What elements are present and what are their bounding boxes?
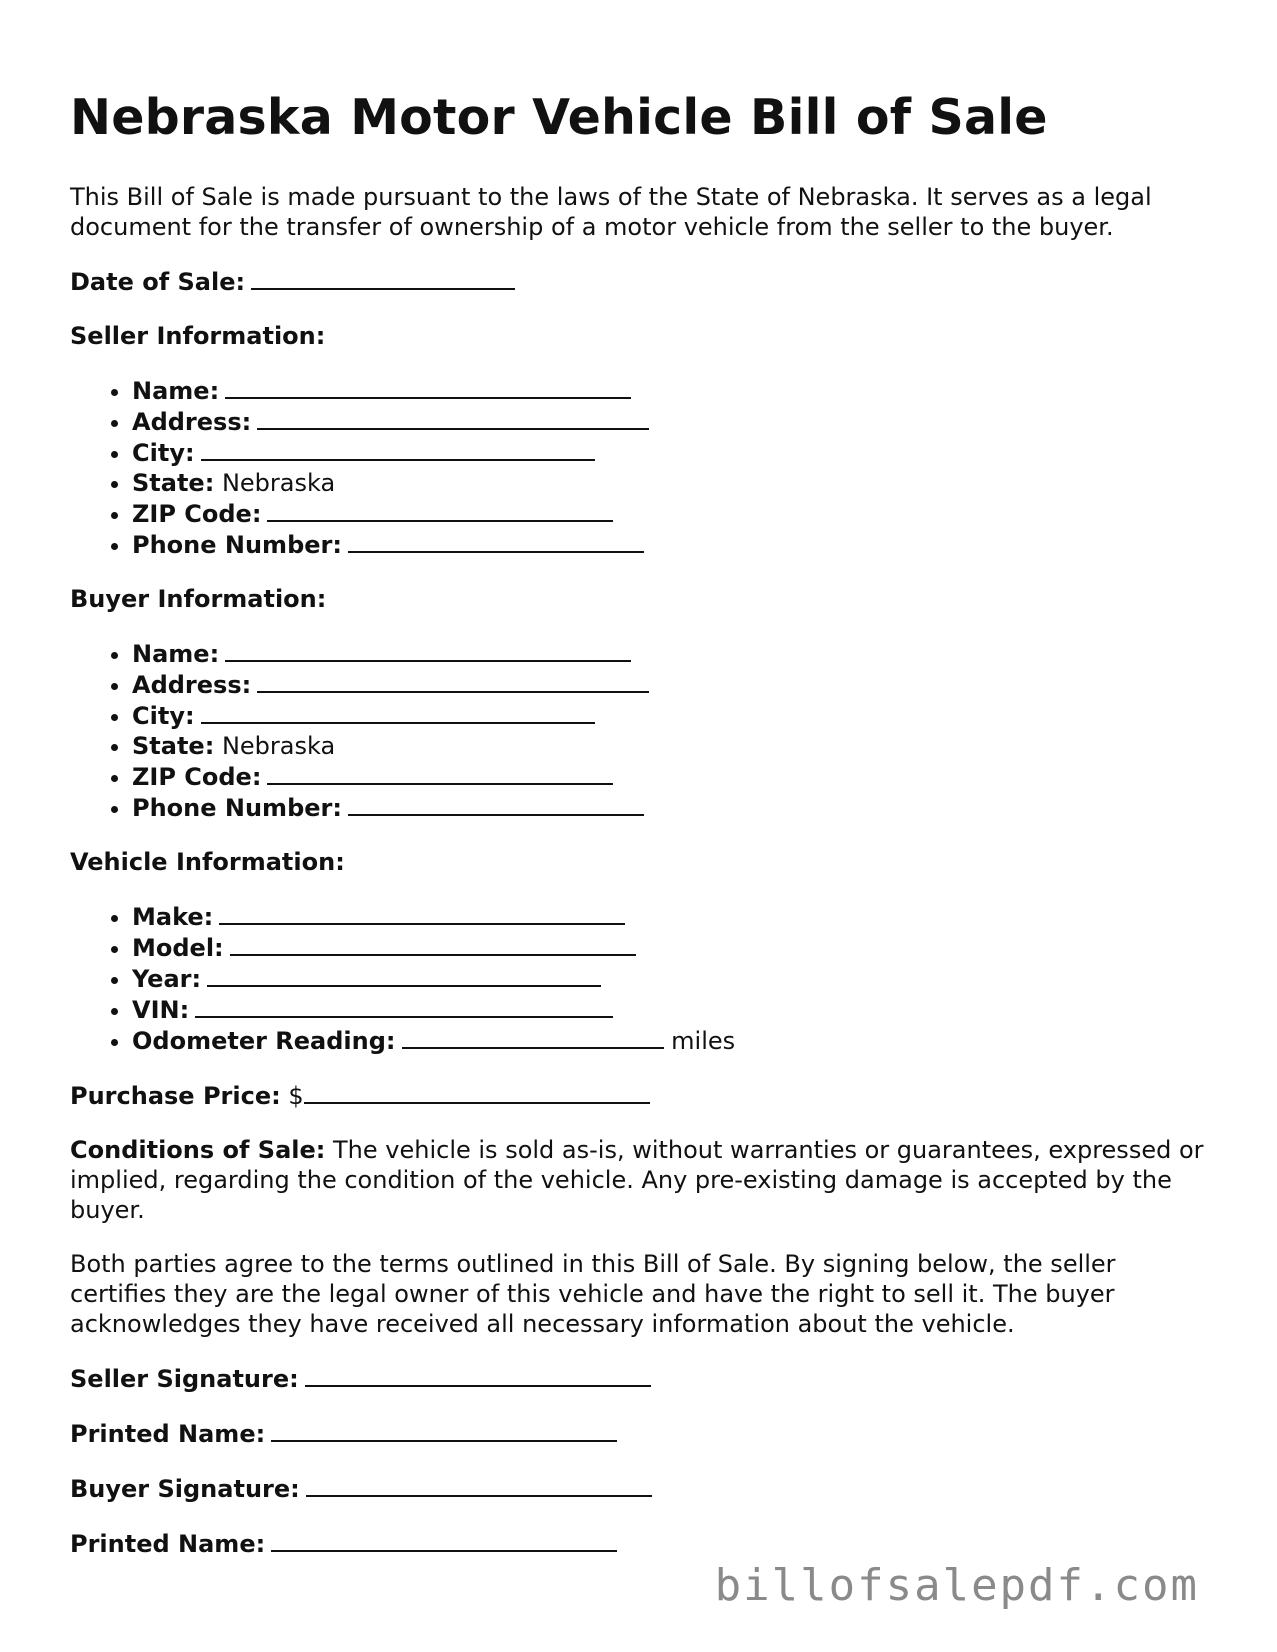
vehicle-info-list [70, 901, 1210, 1056]
buyer-zip-item [132, 761, 1210, 792]
buyer-zip-field[interactable] [267, 761, 613, 785]
date-of-sale-label: Date of Sale: [70, 268, 246, 296]
buyer-signature-label: Buyer Signature: [70, 1475, 300, 1503]
vehicle-make-label: Make: [132, 903, 214, 931]
seller-city-field[interactable] [201, 437, 595, 461]
agreement-paragraph: Both parties agree to the terms outlined in this Bill of Sale. By signing below, the seller certifies they are the legal owner of this vehicle and have the right to sell it. The buyer acknowledges they have received all necessary information about the vehicle. [70, 1250, 1116, 1338]
buyer-address-item [132, 669, 1210, 700]
vehicle-heading: Vehicle Information: [70, 848, 345, 876]
currency-symbol: $ [288, 1082, 304, 1110]
seller-printed-name-label: Printed Name: [70, 1420, 266, 1448]
buyer-printed-name-label: Printed Name: [70, 1530, 266, 1558]
vehicle-model-field[interactable] [230, 932, 636, 956]
buyer-zip-label: ZIP Code: [132, 763, 262, 791]
vehicle-odometer-field[interactable] [402, 1025, 664, 1049]
seller-address-field[interactable] [257, 406, 649, 430]
seller-address-item [132, 406, 1210, 437]
seller-zip-field[interactable] [267, 498, 613, 522]
vehicle-year-field[interactable] [207, 963, 601, 987]
document-title: Nebraska Motor Vehicle Bill of Sale [70, 89, 1048, 146]
seller-state-value: Nebraska [221, 469, 336, 497]
buyer-state-value: Nebraska [221, 732, 336, 760]
document [70, 80, 1210, 1583]
buyer-printed-name-line [70, 1528, 1210, 1559]
seller-heading: Seller Information: [70, 322, 326, 350]
buyer-printed-name-field[interactable] [271, 1528, 617, 1552]
buyer-name-field[interactable] [225, 638, 631, 662]
seller-zip-label: ZIP Code: [132, 500, 262, 528]
vehicle-odometer-label: Odometer Reading: [132, 1027, 396, 1055]
seller-info-list [70, 375, 1210, 560]
date-of-sale-field[interactable] [251, 266, 515, 290]
vehicle-year-label: Year: [132, 965, 202, 993]
buyer-city-item [132, 700, 1210, 731]
buyer-info-list [70, 638, 1210, 823]
purchase-price-field[interactable] [304, 1080, 650, 1104]
vehicle-make-item [132, 901, 1210, 932]
seller-city-item [132, 437, 1210, 468]
buyer-name-label: Name: [132, 640, 220, 668]
purchase-price-line [70, 1080, 1210, 1111]
seller-printed-name-line [70, 1418, 1210, 1449]
buyer-state-label: State: [132, 732, 215, 760]
vehicle-odometer-item [132, 1025, 1210, 1056]
vehicle-model-label: Model: [132, 934, 224, 962]
seller-state-item [132, 468, 1210, 498]
seller-city-label: City: [132, 439, 195, 467]
buyer-address-label: Address: [132, 671, 252, 699]
buyer-phone-item [132, 792, 1210, 823]
odometer-unit: miles [671, 1027, 736, 1055]
buyer-signature-line [70, 1473, 1210, 1504]
buyer-heading: Buyer Information: [70, 585, 327, 613]
conditions-text: The vehicle is sold as-is, without warranties or guarantees, expressed or implied, regarding the condition of the vehicle. Any pre-existing damage is accepted by the buyer. [70, 1136, 1204, 1224]
buyer-phone-field[interactable] [348, 792, 644, 816]
conditions-label: Conditions of Sale: [70, 1136, 326, 1164]
date-of-sale-line [70, 266, 1210, 297]
seller-printed-name-field[interactable] [271, 1418, 617, 1442]
vehicle-model-item [132, 932, 1210, 963]
seller-signature-field[interactable] [305, 1363, 651, 1387]
seller-signature-label: Seller Signature: [70, 1365, 299, 1393]
buyer-city-label: City: [132, 702, 195, 730]
vehicle-vin-field[interactable] [195, 994, 613, 1018]
seller-name-label: Name: [132, 377, 220, 405]
vehicle-make-field[interactable] [219, 901, 625, 925]
intro-paragraph: This Bill of Sale is made pursuant to the laws of the State of Nebraska. It serves as a legal document for the transfer of ownership of a motor vehicle from the seller to the buyer. [70, 183, 1152, 241]
seller-name-item [132, 375, 1210, 406]
seller-signature-line [70, 1363, 1210, 1394]
seller-phone-label: Phone Number: [132, 531, 342, 559]
seller-phone-field[interactable] [348, 529, 644, 553]
buyer-signature-field[interactable] [306, 1473, 652, 1497]
buyer-city-field[interactable] [201, 700, 595, 724]
seller-name-field[interactable] [225, 375, 631, 399]
vehicle-vin-item [132, 994, 1210, 1025]
seller-state-label: State: [132, 469, 215, 497]
buyer-address-field[interactable] [257, 669, 649, 693]
vehicle-year-item [132, 963, 1210, 994]
vehicle-vin-label: VIN: [132, 996, 190, 1024]
watermark: billofsalepdf.com [714, 1560, 1199, 1611]
conditions-paragraph [70, 1135, 1210, 1225]
seller-address-label: Address: [132, 408, 252, 436]
purchase-price-label: Purchase Price: [70, 1082, 281, 1110]
seller-phone-item [132, 529, 1210, 560]
buyer-phone-label: Phone Number: [132, 794, 342, 822]
seller-zip-item [132, 498, 1210, 529]
buyer-state-item [132, 731, 1210, 761]
buyer-name-item [132, 638, 1210, 669]
